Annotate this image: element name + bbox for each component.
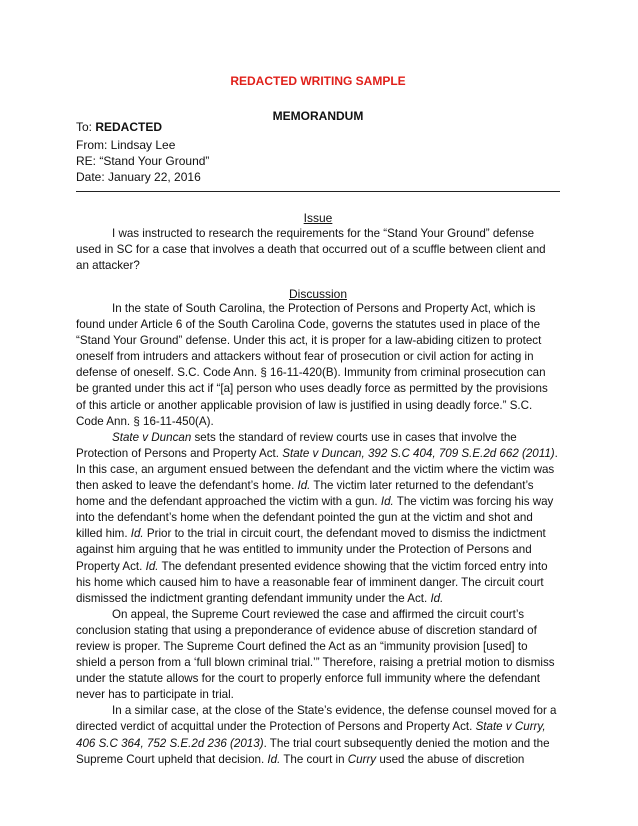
- paragraph-text: . The trial court subsequently denied the motion and the Supreme Court upheld that decision.: [76, 736, 550, 766]
- case-citation: State v Curry, 406 S.C 364, 752 S.E.2d 236 (2013): [76, 720, 546, 750]
- discussion-section: [76, 301, 560, 768]
- to-line: [76, 119, 162, 135]
- case-citation: State v Duncan, 392 S.C 404, 709 S.E.2d 662 (2011): [282, 446, 555, 460]
- id-citation: Id.: [380, 495, 394, 509]
- id-citation: Id.: [297, 479, 311, 493]
- issue-heading: Issue: [303, 211, 333, 225]
- paragraph-text: The defendant presented evidence showing that the victim forced entry into his home which caused him to have a reasonable fear of imminent danger. The circuit court dismissed the indictment granting defendant immunity under the Act.: [76, 559, 548, 605]
- discussion-paragraph-1: In the state of South Carolina, the Protection of Persons and Property Act, which is found under Article 6 of the South Carolina Code, governs the statutes used in place of the “Stand Your Ground” defense. Under this act, it is proper for a law-abiding citizen to protect oneself from intruders and attackers without fear of prosecution or civil action for acting in defense of oneself. S.C. Code Ann. § 16-11-420(B). Immunity from criminal prosecution can be granted under this act if “[a] person who uses deadly force as permitted by the provisions of this article or another applicable provision of law is justified in using deadly force.” S.C. Code Ann. § 16-11-450(A).: [76, 302, 548, 428]
- paragraph-text: used the abuse of discretion: [376, 752, 525, 766]
- paragraph-text: Prior to the trial in circuit court, the defendant moved to dismiss the indictment against him arguing that he was entitled to immunity under the Protection of Persons and Property Act.: [76, 527, 546, 573]
- issue-section: [76, 226, 560, 274]
- paragraph-text: The court in: [280, 752, 348, 766]
- to-value: REDACTED: [95, 120, 163, 134]
- paragraph-text: In a similar case, at the close of the State’s evidence, the defense counsel moved for a directed verdict of acquittal under the Protection of Persons and Property Act.: [76, 704, 557, 734]
- to-label: To:: [76, 120, 96, 134]
- id-citation: Id.: [130, 527, 144, 541]
- paragraph-text: sets the standard of review courts use in cases that involve the Protection of Persons and Property Act.: [76, 430, 517, 460]
- date-line: Date: January 22, 2016: [76, 170, 201, 184]
- paragraph-text: The victim was forcing his way into the defendant’s home when the defendant pointed the gun at the victim and shot and killed him.: [76, 495, 554, 541]
- redacted-banner: REDACTED WRITING SAMPLE: [230, 74, 406, 88]
- id-citation: Id.: [267, 752, 281, 766]
- paragraph-text: The victim later returned to the defendant’s home and the defendant approached the victim with a gun.: [76, 479, 534, 509]
- id-citation: Id.: [145, 559, 159, 573]
- discussion-heading: Discussion: [288, 287, 348, 301]
- re-line: RE: “Stand Your Ground”: [76, 154, 210, 168]
- header-divider: [76, 191, 560, 192]
- id-citation: Id.: [430, 591, 444, 605]
- discussion-paragraph-2: [76, 430, 560, 607]
- memo-page: [76, 0, 560, 826]
- discussion-paragraph-3: On appeal, the Supreme Court reviewed the case and affirmed the circuit court’s conclusion stating that using a preponderance of evidence abuse of discretion standard of review is proper. The Supreme Court defined the Act as an “immunity provision [used] to shield a person from a ‘full blown criminal trial.’” Therefore, raising a pretrial motion to dismiss under the statute allows for the court to properly enforce full immunity where the defendant never has to participate in trial.: [76, 607, 555, 702]
- case-name: State v Duncan: [112, 430, 192, 444]
- memo-title: MEMORANDUM: [272, 109, 364, 123]
- issue-paragraph: I was instructed to research the requirements for the “Stand Your Ground” defense used in SC for a case that involves a death that occurred out of a scuffle between client and an attacker?: [76, 227, 546, 273]
- from-line: From: Lindsay Lee: [76, 138, 176, 152]
- discussion-paragraph-4: [76, 703, 560, 767]
- paragraph-text: . In this case, an argument ensued between the defendant and the victim where the victim was then asked to leave the defendant’s home.: [76, 446, 558, 493]
- case-name: Curry: [347, 752, 377, 766]
